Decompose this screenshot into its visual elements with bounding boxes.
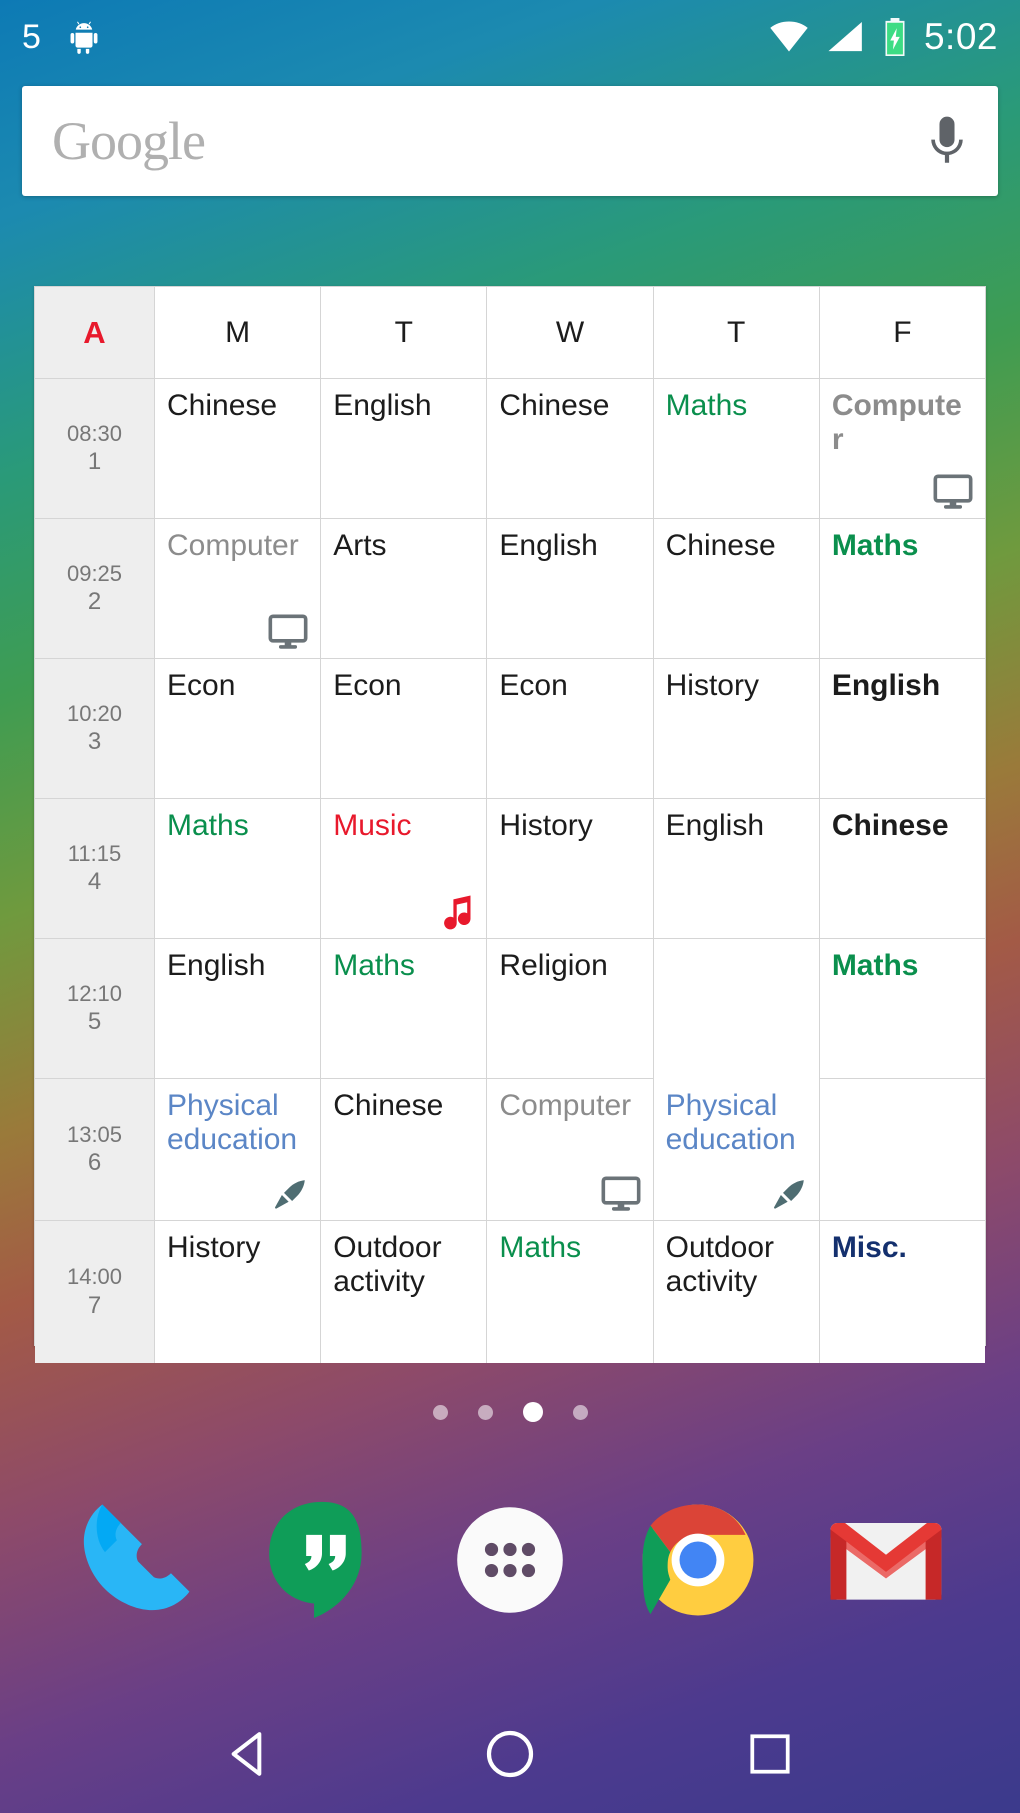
period-number: 1 (87, 448, 102, 476)
lesson-subject: Outdoor activity (333, 1231, 442, 1298)
lesson-subject: History (167, 1231, 261, 1264)
page-dot-4[interactable] (573, 1405, 588, 1420)
lesson-cell[interactable] (155, 659, 321, 799)
period-time: 09:25 (66, 560, 123, 586)
period-number: 4 (87, 868, 102, 896)
period-label-2 (35, 519, 155, 659)
notification-count: 5 (22, 18, 41, 56)
lesson-cell[interactable] (155, 939, 321, 1079)
microphone-icon[interactable] (926, 113, 968, 169)
lesson-subject: Religion (499, 949, 608, 982)
day-header-thu: T (654, 287, 820, 379)
lesson-cell[interactable] (654, 1079, 820, 1221)
lesson-subject: Misc. (831, 1231, 907, 1264)
lesson-subject: English (499, 529, 598, 562)
lesson-subject: English (831, 669, 941, 702)
badminton-icon (272, 1178, 308, 1212)
lesson-cell[interactable] (321, 799, 487, 939)
period-time: 13:05 (66, 1121, 123, 1147)
lesson-cell[interactable] (654, 659, 820, 799)
lesson-cell[interactable] (820, 659, 985, 799)
lesson-subject: Chinese (499, 389, 610, 422)
music-note-icon (440, 894, 474, 930)
page-dot-1[interactable] (433, 1405, 448, 1420)
lesson-subject: Arts (333, 529, 387, 562)
android-icon (67, 20, 101, 54)
lesson-subject: History (499, 809, 593, 842)
lesson-cell[interactable] (654, 379, 820, 519)
lesson-cell[interactable] (487, 379, 653, 519)
lesson-cell[interactable] (155, 1079, 321, 1221)
period-label-1 (35, 379, 155, 519)
table-row (35, 659, 985, 799)
page-dot-2[interactable] (478, 1405, 493, 1420)
table-row (35, 799, 985, 939)
wifi-icon (768, 20, 810, 54)
lesson-subject: Econ (499, 669, 568, 702)
period-number: 5 (87, 1008, 102, 1036)
period-label-7 (35, 1221, 155, 1363)
table-row (35, 939, 985, 1079)
lesson-subject: Music (333, 809, 412, 842)
period-number: 2 (87, 588, 102, 616)
google-logo: Google (52, 111, 205, 171)
lesson-subject: Chinese (831, 809, 949, 842)
lesson-cell[interactable] (654, 1221, 820, 1363)
lesson-cell[interactable] (820, 519, 985, 659)
lesson-subject: History (665, 669, 759, 702)
day-header-fri: F (820, 287, 985, 379)
lesson-cell-empty[interactable] (654, 939, 820, 1079)
lesson-cell[interactable] (820, 1221, 985, 1363)
period-label-4 (35, 799, 155, 939)
lesson-subject: Chinese (167, 389, 278, 422)
lesson-cell[interactable] (321, 939, 487, 1079)
lesson-subject: Econ (333, 669, 402, 702)
lesson-cell[interactable] (155, 379, 321, 519)
lesson-cell[interactable] (654, 799, 820, 939)
lesson-cell[interactable] (487, 659, 653, 799)
status-bar (0, 0, 1020, 74)
lesson-subject: Physical education (665, 1089, 796, 1156)
dock (0, 1470, 1020, 1650)
app-drawer-icon[interactable] (444, 1494, 576, 1626)
lesson-cell[interactable] (487, 799, 653, 939)
lesson-subject: English (167, 949, 266, 982)
cycle-day-label: A (83, 314, 106, 350)
lesson-subject: Outdoor activity (665, 1231, 775, 1298)
table-row (35, 1079, 985, 1221)
lesson-subject: Maths (665, 389, 748, 422)
table-row (35, 1221, 985, 1363)
lesson-subject: Maths (499, 1231, 582, 1264)
day-header-tue: T (321, 287, 487, 379)
status-clock: 5:02 (923, 16, 998, 57)
monitor-icon (933, 474, 973, 510)
lesson-subject: Maths (333, 949, 415, 982)
gmail-icon[interactable] (820, 1494, 952, 1626)
signal-icon (826, 20, 866, 54)
lesson-subject: Computer (167, 529, 299, 562)
period-label-5 (35, 939, 155, 1079)
lesson-cell[interactable] (321, 659, 487, 799)
period-time: 14:00 (66, 1264, 123, 1290)
home-button[interactable] (475, 1719, 545, 1789)
lesson-cell[interactable] (820, 799, 985, 939)
lesson-subject: Maths (831, 949, 919, 982)
google-search-bar[interactable] (22, 86, 998, 196)
lesson-subject: English (333, 389, 432, 422)
period-label-3 (35, 659, 155, 799)
period-label-6 (35, 1079, 155, 1221)
lesson-cell[interactable] (155, 1221, 321, 1363)
monitor-icon (601, 1176, 641, 1212)
lesson-cell[interactable] (487, 519, 653, 659)
lesson-cell[interactable] (321, 1079, 487, 1221)
timetable-cycle-day[interactable] (35, 287, 155, 379)
lesson-cell[interactable] (487, 939, 653, 1079)
lesson-subject: Econ (167, 669, 236, 702)
lesson-subject: Maths (167, 809, 249, 842)
period-number: 6 (87, 1149, 102, 1177)
period-time: 11:15 (67, 840, 122, 866)
timetable-widget[interactable] (34, 286, 986, 1346)
lesson-cell[interactable] (321, 519, 487, 659)
page-dot-3[interactable] (523, 1402, 543, 1422)
monitor-icon (268, 614, 308, 650)
period-time: 08:30 (66, 420, 123, 446)
day-header-mon: M (155, 287, 321, 379)
lesson-subject: Maths (831, 529, 919, 562)
recents-button[interactable] (735, 1719, 805, 1789)
lesson-cell[interactable] (820, 939, 985, 1079)
navigation-bar (0, 1695, 1020, 1813)
lesson-subject: Physical education (167, 1089, 298, 1156)
lesson-subject: Computer (499, 1089, 632, 1122)
lesson-cell[interactable] (321, 1221, 487, 1363)
lesson-subject: English (665, 809, 765, 842)
period-number: 7 (87, 1291, 102, 1319)
lesson-cell[interactable] (321, 379, 487, 519)
chrome-icon[interactable] (632, 1494, 764, 1626)
table-row (35, 519, 985, 659)
hangouts-icon[interactable] (256, 1494, 388, 1626)
day-header-wed: W (487, 287, 653, 379)
back-button[interactable] (215, 1719, 285, 1789)
battery-charging-icon (882, 18, 908, 56)
timetable-header-row (35, 287, 985, 379)
lesson-cell[interactable] (654, 519, 820, 659)
period-time: 12:10 (66, 980, 123, 1006)
lesson-subject: Chinese (333, 1089, 444, 1122)
phone-icon[interactable] (68, 1494, 200, 1626)
period-number: 3 (87, 728, 102, 756)
lesson-cell[interactable] (155, 799, 321, 939)
lesson-cell[interactable] (487, 1079, 653, 1221)
badminton-icon (771, 1178, 807, 1212)
lesson-subject: Computer (831, 389, 962, 456)
lesson-cell-empty[interactable] (820, 1079, 985, 1221)
lesson-cell[interactable] (155, 519, 321, 659)
period-time: 10:20 (66, 700, 123, 726)
table-row (35, 379, 985, 519)
lesson-cell[interactable] (820, 379, 985, 519)
lesson-cell[interactable] (487, 1221, 653, 1363)
page-indicator (0, 1402, 1020, 1422)
lesson-subject: Chinese (665, 529, 776, 562)
